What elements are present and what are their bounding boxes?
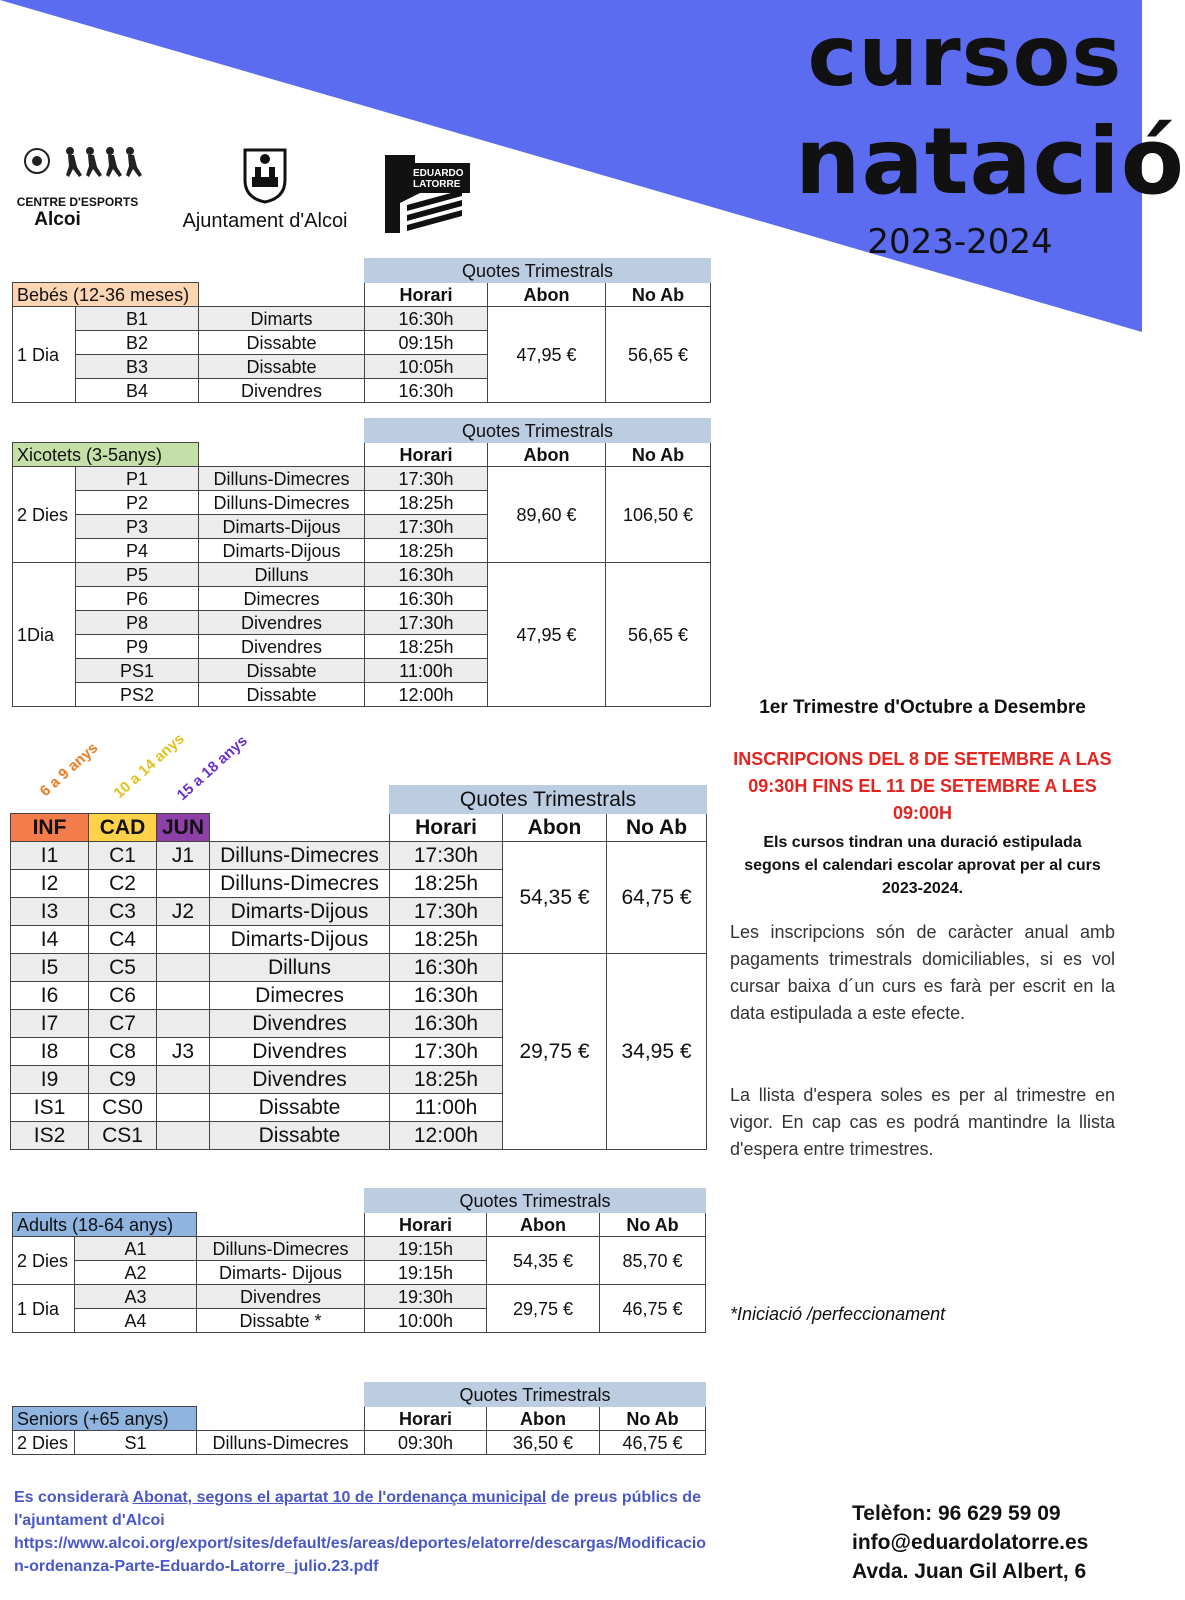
course-days: Dilluns-Dimecres bbox=[210, 842, 390, 870]
course-days: Dissabte bbox=[199, 683, 365, 707]
price-noab: 106,50 € bbox=[606, 467, 711, 563]
cad-code: C9 bbox=[89, 1066, 157, 1094]
course-hour: 11:00h bbox=[390, 1094, 503, 1122]
inf-code: I5 bbox=[11, 954, 89, 982]
course-days: Dissabte bbox=[199, 659, 365, 683]
course-days: Dissabte bbox=[199, 331, 365, 355]
title-cursos: cursos bbox=[807, 7, 1123, 105]
course-days: Dilluns-Dimecres bbox=[210, 870, 390, 898]
course-hour: 17:30h bbox=[390, 842, 503, 870]
col-noab: No Ab bbox=[607, 814, 707, 842]
course-hour: 16:30h bbox=[365, 307, 488, 331]
price-abon: 47,95 € bbox=[488, 307, 606, 403]
coat-of-arms-icon bbox=[240, 145, 290, 205]
course-hour: 10:00h bbox=[365, 1309, 487, 1333]
course-hour: 18:25h bbox=[390, 1066, 503, 1094]
inf-code: I7 bbox=[11, 1010, 89, 1038]
tag-cad-age: 10 a 14 anys bbox=[110, 730, 188, 802]
quotes-header: Quotes Trimestrals bbox=[365, 1383, 706, 1407]
price-abon: 54,35 € bbox=[503, 842, 607, 954]
course-days: Dimecres bbox=[210, 982, 390, 1010]
course-hour: 10:05h bbox=[365, 355, 488, 379]
cad-code: C6 bbox=[89, 982, 157, 1010]
logo-ajuntament-text: Ajuntament d'Alcoi bbox=[182, 210, 348, 232]
course-days: Divendres bbox=[199, 635, 365, 659]
price-noab: 64,75 € bbox=[607, 842, 707, 954]
cad-code: CS1 bbox=[89, 1122, 157, 1150]
course-code: B4 bbox=[76, 379, 199, 403]
eduardo-line2: LATORRE bbox=[413, 179, 461, 190]
course-days: Divendres bbox=[199, 379, 365, 403]
title-years: 2023-2024 bbox=[867, 222, 1053, 262]
course-days: Dimarts-Dijous bbox=[210, 898, 390, 926]
course-code: B3 bbox=[76, 355, 199, 379]
price-abon: 89,60 € bbox=[488, 467, 606, 563]
inf-code: I8 bbox=[11, 1038, 89, 1066]
course-hour: 12:00h bbox=[390, 1122, 503, 1150]
xicotets-table bbox=[12, 418, 711, 707]
course-code: P9 bbox=[76, 635, 199, 659]
inf-code: I1 bbox=[11, 842, 89, 870]
course-days: Dilluns-Dimecres bbox=[197, 1237, 365, 1261]
price-abon: 47,95 € bbox=[488, 563, 606, 707]
course-days: Dissabte bbox=[210, 1094, 390, 1122]
course-code: P8 bbox=[76, 611, 199, 635]
cad-code: C7 bbox=[89, 1010, 157, 1038]
course-days: Dimarts-Dijous bbox=[210, 926, 390, 954]
course-hour: 18:25h bbox=[365, 635, 488, 659]
course-days: Dilluns-Dimecres bbox=[199, 491, 365, 515]
course-hour: 18:25h bbox=[365, 491, 488, 515]
cad-code: C4 bbox=[89, 926, 157, 954]
course-code: PS2 bbox=[76, 683, 199, 707]
inf-code: I9 bbox=[11, 1066, 89, 1094]
course-code: A4 bbox=[75, 1309, 197, 1333]
footnote-pre: Es considerarà bbox=[14, 1489, 133, 1506]
cad-code: C5 bbox=[89, 954, 157, 982]
course-days: Dissabte bbox=[210, 1122, 390, 1150]
cad-code: C1 bbox=[89, 842, 157, 870]
logo-ajuntament bbox=[180, 145, 350, 235]
jun-code bbox=[157, 1094, 210, 1122]
price-noab: 34,95 € bbox=[607, 954, 707, 1150]
course-hour: 17:30h bbox=[365, 467, 488, 491]
course-days: Dimarts bbox=[199, 307, 365, 331]
jun-header: JUN bbox=[157, 814, 210, 842]
col-horari: Horari bbox=[390, 814, 503, 842]
adults-table bbox=[12, 1188, 706, 1333]
adults-group-1: 2 Dies bbox=[13, 1237, 75, 1285]
price-abon: 36,50 € bbox=[487, 1431, 600, 1455]
course-code: P2 bbox=[76, 491, 199, 515]
col-noab: No Ab bbox=[600, 1407, 706, 1431]
inf-header: INF bbox=[11, 814, 89, 842]
course-hour: 16:30h bbox=[365, 379, 488, 403]
cad-header: CAD bbox=[89, 814, 157, 842]
jun-code: J2 bbox=[157, 898, 210, 926]
youth-table bbox=[10, 785, 707, 1150]
col-noab: No Ab bbox=[606, 443, 711, 467]
course-code: P1 bbox=[76, 467, 199, 491]
jun-code bbox=[157, 1010, 210, 1038]
jun-code bbox=[157, 1066, 210, 1094]
price-noab: 85,70 € bbox=[600, 1237, 706, 1285]
inf-code: IS1 bbox=[11, 1094, 89, 1122]
course-hour: 17:30h bbox=[365, 515, 488, 539]
col-horari: Horari bbox=[365, 443, 488, 467]
adults-title: Adults (18-64 anys) bbox=[13, 1213, 197, 1237]
inf-code: I6 bbox=[11, 982, 89, 1010]
price-noab: 46,75 € bbox=[600, 1285, 706, 1333]
course-days: Dimarts-Dijous bbox=[199, 515, 365, 539]
course-hour: 11:00h bbox=[365, 659, 488, 683]
quotes-header: Quotes Trimestrals bbox=[365, 419, 711, 443]
trimestre-heading: 1er Trimestre d'Octubre a Desembre bbox=[759, 697, 1086, 718]
contact-address: Avda. Juan Gil Albert, 6 bbox=[852, 1560, 1087, 1583]
course-days: Dilluns-Dimecres bbox=[197, 1431, 365, 1455]
course-days: Dilluns bbox=[199, 563, 365, 587]
course-hour: 18:25h bbox=[365, 539, 488, 563]
contact-phone: Telèfon: 96 629 59 09 bbox=[852, 1502, 1061, 1525]
course-hour: 18:25h bbox=[390, 926, 503, 954]
eduardo-line1: EDUARDO bbox=[413, 168, 464, 179]
course-days: Divendres bbox=[210, 1038, 390, 1066]
ordenanca-url[interactable]: https://www.alcoi.org/export/sites/default/es/areas/deportes/elatorre/descargas/Modificacion-ordenanza-Parte-Eduardo-Latorre_julio.23.pdf bbox=[14, 1535, 707, 1575]
bebes-table bbox=[12, 258, 711, 403]
course-code: A3 bbox=[75, 1285, 197, 1309]
iniciacio-note: *Iniciació /perfeccionament bbox=[730, 1304, 946, 1324]
course-days: Divendres bbox=[197, 1285, 365, 1309]
course-code: A1 bbox=[75, 1237, 197, 1261]
quotes-header: Quotes Trimestrals bbox=[390, 786, 707, 814]
course-days: Dilluns bbox=[210, 954, 390, 982]
course-hour: 16:30h bbox=[390, 954, 503, 982]
course-hour: 12:00h bbox=[365, 683, 488, 707]
price-noab: 56,65 € bbox=[606, 307, 711, 403]
course-code: P5 bbox=[76, 563, 199, 587]
course-days: Dissabte bbox=[199, 355, 365, 379]
price-abon: 29,75 € bbox=[503, 954, 607, 1150]
inf-code: IS2 bbox=[11, 1122, 89, 1150]
ordenanca-link[interactable]: Abonat, segons el apartat 10 de l'ordenança municipal bbox=[132, 1489, 547, 1506]
tag-jun-age: 15 a 18 anys bbox=[173, 732, 251, 804]
jun-code: J1 bbox=[157, 842, 210, 870]
col-horari: Horari bbox=[365, 1407, 487, 1431]
course-hour: 16:30h bbox=[365, 587, 488, 611]
jun-code: J3 bbox=[157, 1038, 210, 1066]
course-hour: 16:30h bbox=[365, 563, 488, 587]
course-hour: 17:30h bbox=[390, 898, 503, 926]
col-abon: Abon bbox=[503, 814, 607, 842]
course-hour: 16:30h bbox=[390, 982, 503, 1010]
tag-inf-age: 6 a 9 anys bbox=[36, 739, 102, 800]
course-code: PS1 bbox=[76, 659, 199, 683]
col-horari: Horari bbox=[365, 283, 488, 307]
bebes-title: Bebés (12-36 meses) bbox=[13, 283, 199, 307]
duration-note: Els cursos tindran una duració estipulada segons el calendari escolar aprovat per al curs 2023-2024. bbox=[744, 834, 1101, 897]
course-code: S1 bbox=[75, 1431, 197, 1455]
xicotets-group-1: 2 Dies bbox=[13, 467, 76, 563]
price-abon: 29,75 € bbox=[487, 1285, 600, 1333]
logo-alcoi-text: Alcoi bbox=[34, 209, 81, 230]
title-natacio: natació bbox=[795, 108, 1185, 215]
course-code: A2 bbox=[75, 1261, 197, 1285]
course-code: P6 bbox=[76, 587, 199, 611]
course-hour: 09:15h bbox=[365, 331, 488, 355]
runners-icon bbox=[15, 145, 140, 190]
course-hour: 19:15h bbox=[365, 1237, 487, 1261]
inf-code: I3 bbox=[11, 898, 89, 926]
price-noab: 56,65 € bbox=[606, 563, 711, 707]
seniors-group: 2 Dies bbox=[13, 1431, 75, 1455]
course-hour: 16:30h bbox=[390, 1010, 503, 1038]
logo-centre-text: CENTRE D'ESPORTS bbox=[16, 195, 139, 209]
cad-code: C2 bbox=[89, 870, 157, 898]
course-hour: 18:25h bbox=[390, 870, 503, 898]
eduardo-text bbox=[413, 168, 464, 190]
cad-code: CS0 bbox=[89, 1094, 157, 1122]
course-days: Dilluns-Dimecres bbox=[199, 467, 365, 491]
course-hour: 09:30h bbox=[365, 1431, 487, 1455]
inf-code: I4 bbox=[11, 926, 89, 954]
jun-code bbox=[157, 926, 210, 954]
eduardo-latorre-icon bbox=[385, 155, 475, 235]
seniors-title: Seniors (+65 anys) bbox=[13, 1407, 197, 1431]
col-abon: Abon bbox=[487, 1407, 600, 1431]
course-hour: 17:30h bbox=[390, 1038, 503, 1066]
price-noab: 46,75 € bbox=[600, 1431, 706, 1455]
abonat-footnote bbox=[14, 1486, 714, 1532]
waiting-list-paragraph: La llista d'espera soles es per al trimestre en vigor. En cap cas es podrá mantindre la llista d'espera entre trimestres. bbox=[730, 1085, 1115, 1159]
inscripcions-notice: INSCRIPCIONS DEL 8 DE SETEMBRE A LAS 09:30H FINS EL 11 DE SETEMBRE A LES 09:00H bbox=[733, 749, 1112, 823]
course-days: Divendres bbox=[210, 1066, 390, 1094]
bebes-group: 1 Dia bbox=[13, 307, 76, 403]
course-code: P4 bbox=[76, 539, 199, 563]
col-horari: Horari bbox=[365, 1213, 487, 1237]
cad-code: C3 bbox=[89, 898, 157, 926]
xicotets-group-2: 1Dia bbox=[13, 563, 76, 707]
adults-group-2: 1 Dia bbox=[13, 1285, 75, 1333]
logo-centre-esports bbox=[15, 145, 140, 235]
jun-code bbox=[157, 870, 210, 898]
contact-email: info@eduardolatorre.es bbox=[852, 1531, 1089, 1554]
course-days: Dimecres bbox=[199, 587, 365, 611]
jun-code bbox=[157, 982, 210, 1010]
cad-code: C8 bbox=[89, 1038, 157, 1066]
col-noab: No Ab bbox=[600, 1213, 706, 1237]
jun-code bbox=[157, 954, 210, 982]
course-days: Divendres bbox=[199, 611, 365, 635]
inf-code: I2 bbox=[11, 870, 89, 898]
jun-code bbox=[157, 1122, 210, 1150]
course-code: B1 bbox=[76, 307, 199, 331]
course-hour: 19:15h bbox=[365, 1261, 487, 1285]
course-days: Dimarts-Dijous bbox=[199, 539, 365, 563]
course-hour: 19:30h bbox=[365, 1285, 487, 1309]
footnote-post: de preus públics de l'ajuntament d'Alcoi bbox=[14, 1489, 701, 1529]
quotes-header: Quotes Trimestrals bbox=[365, 259, 711, 283]
course-days: Dimarts- Dijous bbox=[197, 1261, 365, 1285]
col-noab: No Ab bbox=[606, 283, 711, 307]
col-abon: Abon bbox=[487, 1213, 600, 1237]
course-code: P3 bbox=[76, 515, 199, 539]
xicotets-title: Xicotets (3-5anys) bbox=[13, 443, 199, 467]
seniors-table bbox=[12, 1382, 706, 1455]
col-abon: Abon bbox=[488, 283, 606, 307]
logo-eduardo-latorre bbox=[385, 155, 475, 235]
course-hour: 17:30h bbox=[365, 611, 488, 635]
col-abon: Abon bbox=[488, 443, 606, 467]
course-days: Divendres bbox=[210, 1010, 390, 1038]
course-code: B2 bbox=[76, 331, 199, 355]
price-abon: 54,35 € bbox=[487, 1237, 600, 1285]
course-days: Dissabte * bbox=[197, 1309, 365, 1333]
quotes-header: Quotes Trimestrals bbox=[365, 1189, 706, 1213]
inscriptions-paragraph: Les inscripcions són de caràcter anual amb pagaments trimestrals domiciliables, si es vol cursar baixa d´un curs es farà per escrit en la data estipulada a este efecte. bbox=[730, 922, 1115, 1023]
